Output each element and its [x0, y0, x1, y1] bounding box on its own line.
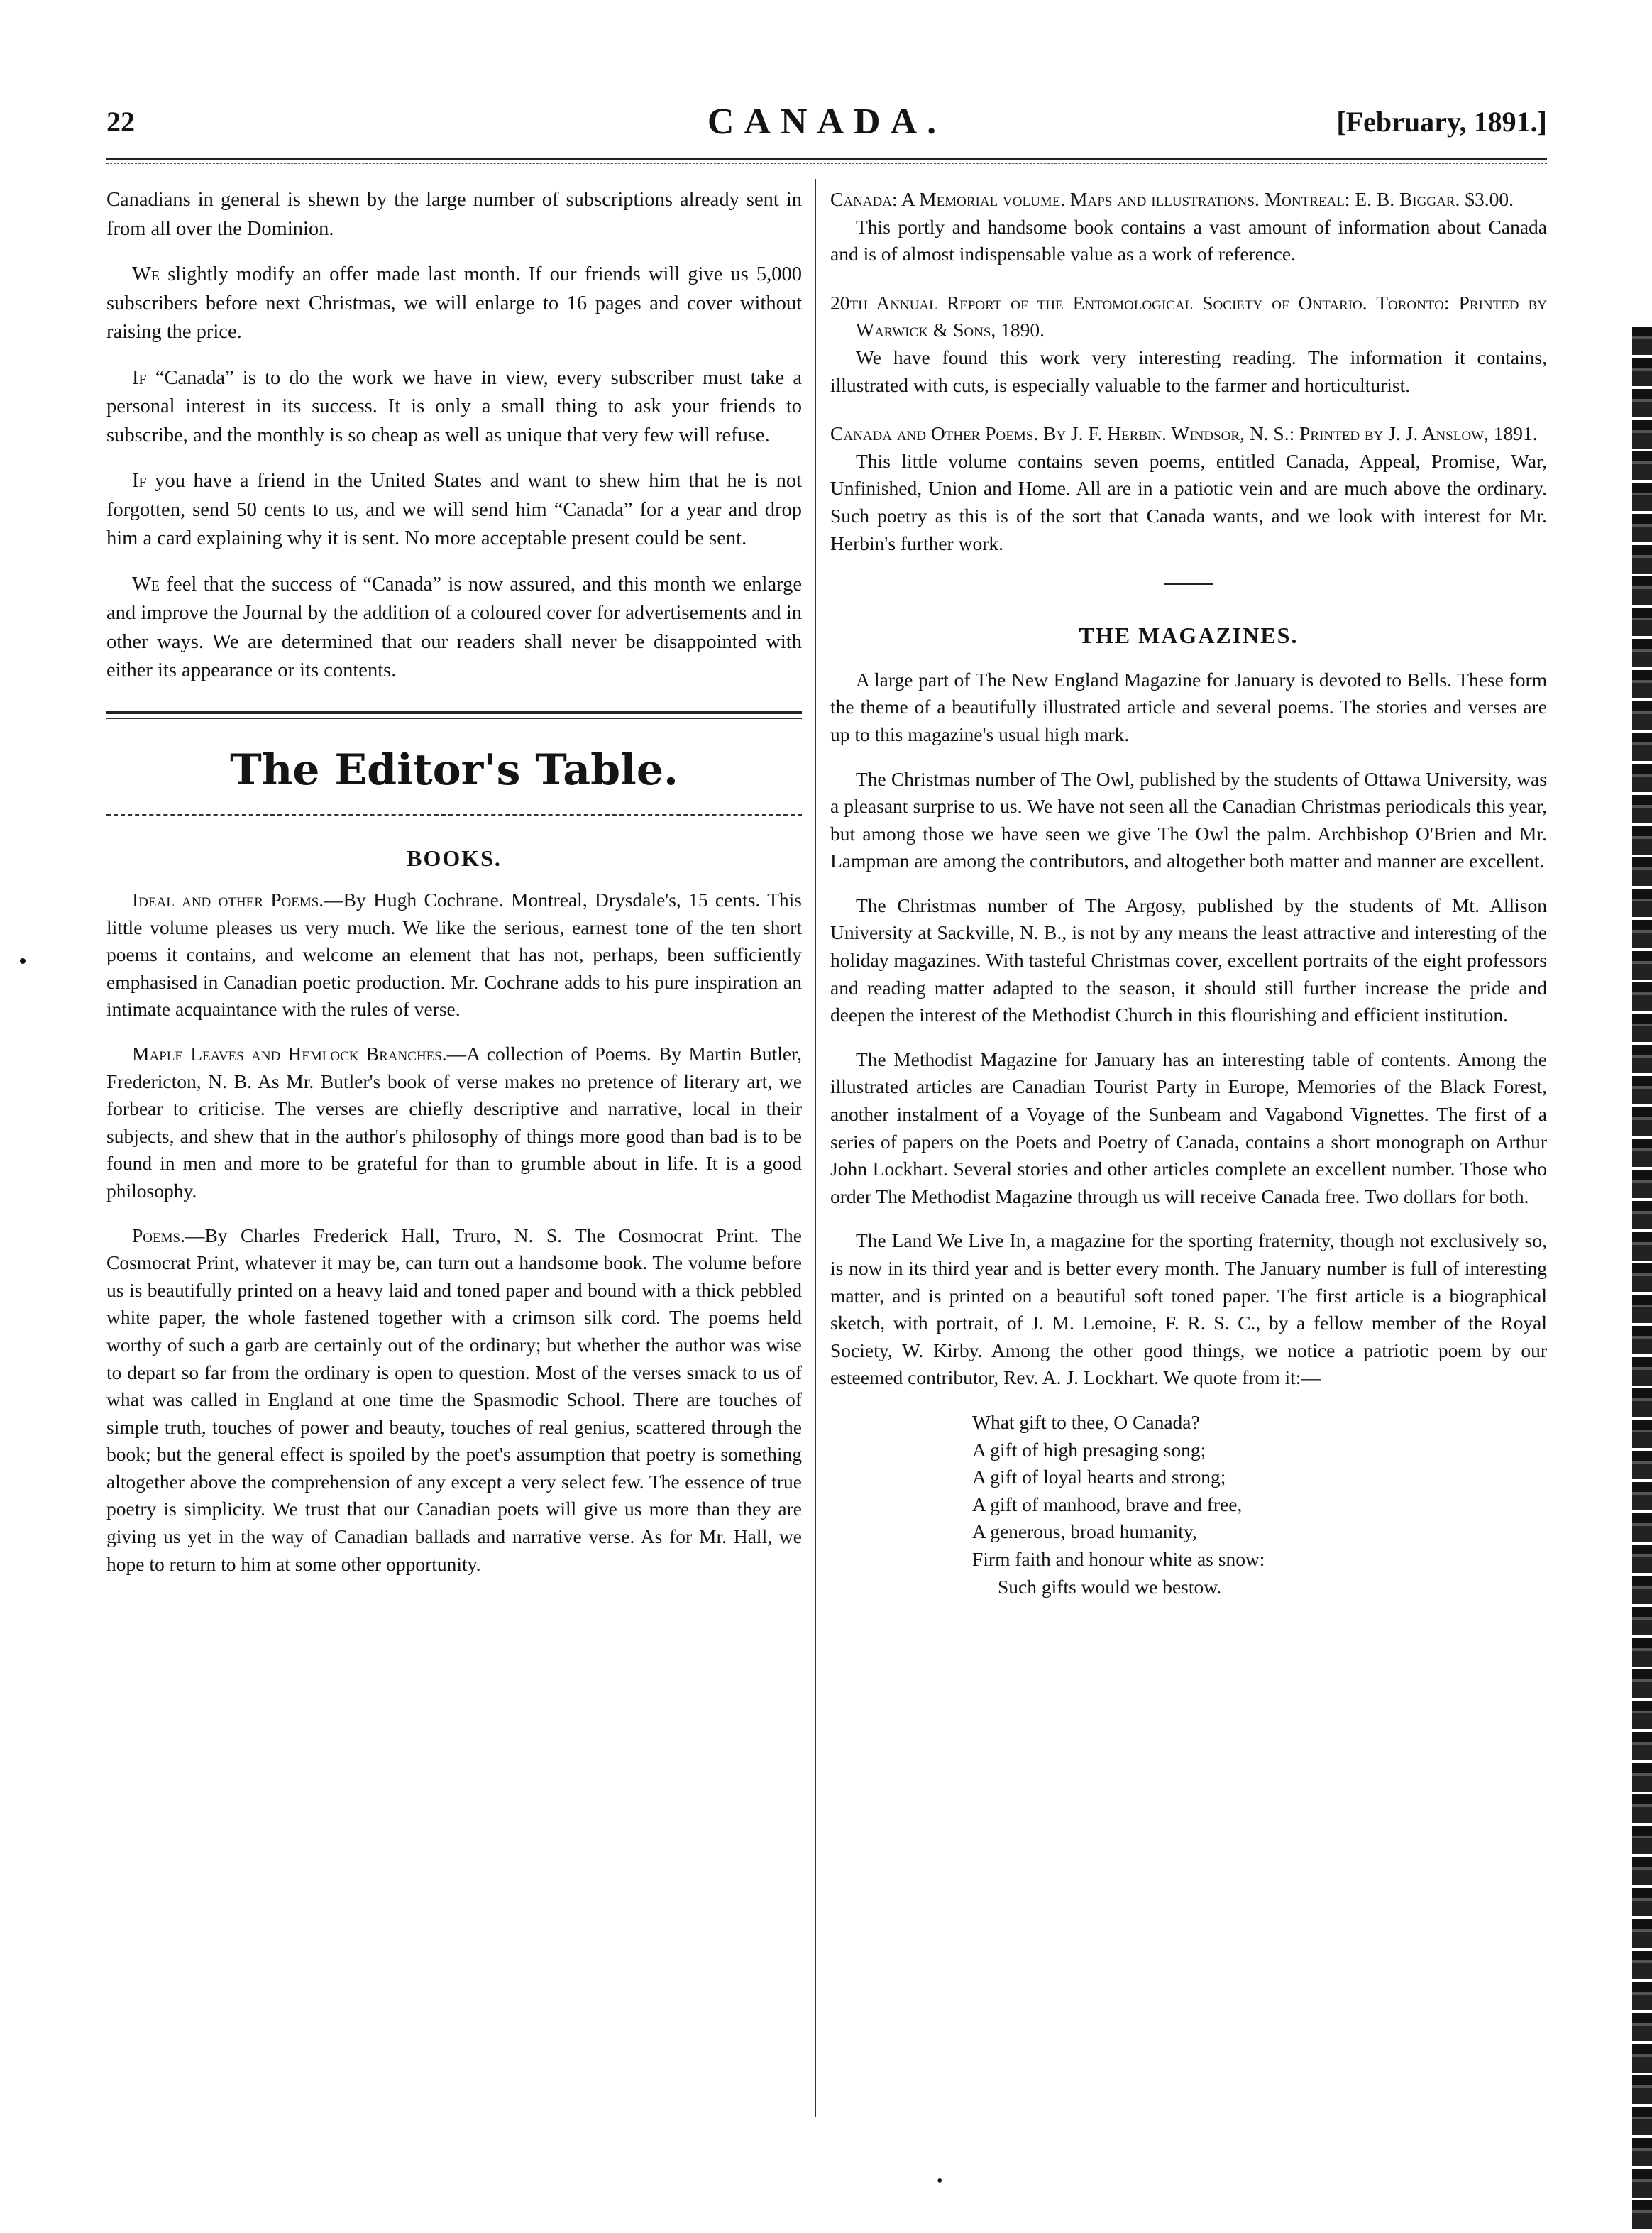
magazines-heading: THE MAGAZINES. [1079, 622, 1299, 649]
poem-line: What gift to thee, O Canada? [972, 1410, 1200, 1433]
ink-dot: • [937, 2172, 943, 2190]
header-rule-dashed [106, 163, 1547, 164]
issue-date: [February, 1891.] [1336, 106, 1547, 138]
paragraph-text: you have a friend in the United States and want to shew him that he is not forgotten, send 50 cents to us, and we will send him “Canada” for a year and drop him a card explaining why it is sent. No more acceptable present could be sent. [106, 470, 802, 549]
review-text: —By Charles Frederick Hall, Truro, N. S. The Cosmocrat Print. The Cosmocrat Print, whatever it may be, can turn out a handsome book. The volume before us is beautifully printed on a heavy laid and toned paper and bound with a thick pebbled white paper, the whole fastened together with a crimson silk cord. The poems held worthy of such a garb are certainly out of the ordinary; but whether the author was wise to depart so far from the ordinary is open to question. Most of the verses smack to us of what was called in England at one time the Spasmodic School. There are touches of simple truth, touches of power and beauty, touches of real genius, scattered through the book; but the general effect is spoiled by the poet's assumption that poetry is something altogether above the comprehension of any except a very select few. The essence of true poetry is simplicity. We trust that our Canadian poets will give us more than they are giving us yet in the way of Canadian ballads and narrative verse. As for Mr. Hall, we hope to return to him at some other opportunity. [106, 1224, 802, 1575]
paragraph [106, 260, 802, 347]
page-number: 22 [106, 106, 135, 138]
section-rule-thin [106, 718, 802, 719]
paragraph [106, 364, 802, 451]
books-heading: BOOKS. [407, 845, 502, 871]
title-rule [106, 814, 802, 816]
paragraph [106, 571, 802, 686]
lead-word: If [132, 366, 147, 389]
poem-line: A gift of manhood, brave and free, [972, 1493, 1243, 1515]
review-text: —By Hugh Cochrane. Montreal, Drysdale's, 15 cents. This little volume pleases us very much. We like the serious, earnest tone of the ten short poems it contains, and welcome an element that has not, perhaps, been sufficiently emphasised in Canadian poetic production. Mr. Cochrane adds to his pure inspiration an intimate acquaintance with the rules of verse. [106, 889, 802, 1021]
poem-quote [972, 1409, 1547, 1601]
masthead: CANADA. [707, 102, 947, 142]
book-entry-heading: Canada: A Memorial volume. Maps and illustrations. Montreal: E. B. Biggar. $3.00. [830, 188, 1514, 210]
short-rule [1164, 583, 1213, 585]
book-entry-heading: Canada and Other Poems. By J. F. Herbin. Windsor, N. S.: Printed by J. J. Anslow, 1891. [830, 422, 1538, 445]
magazine-note: The Land We Live In, a magazine for the sporting fraternity, though not exclusively so, is now in its third year and is better every month. The January number is full of interesting matter, and is printed on a beautiful soft toned paper. The first article is a biographical sketch, with portrait, of J. M. Lemoine, F. R. S. C., by a fellow member of the Royal Society, W. Kirby. Among the other good things, we notice a patriotic poem by our esteemed contributor, Rev. A. J. Lockhart. We quote from it:— [830, 1229, 1547, 1389]
poem-line: A gift of loyal hearts and strong; [972, 1466, 1226, 1488]
ink-speck [20, 958, 26, 964]
paragraph: Canadians in general is shewn by the large number of subscriptions already sent in from all over the Dominion. [106, 189, 802, 240]
book-entry-text: This portly and handsome book contains a vast amount of information about Canada and is of almost indispensable value as a work of reference. [830, 215, 1547, 265]
book-review [106, 1222, 802, 1579]
poem-line: Firm faith and honour white as snow: [972, 1547, 1265, 1570]
paragraph-text: slightly modify an offer made last month. If our friends will give us 5,000 subscribers before next Christmas, we will enlarge to 16 pages and cover without raising the price. [106, 263, 802, 343]
review-text: —A collection of Poems. By Martin Butler, Fredericton, N. B. As Mr. Butler's book of verse makes no pretence of literary art, we forbear to criticise. The verses are chiefly descriptive and narrative, local in their subjects, and shew that in the author's philosophy of things more good than bad is to be found in men and more to be grateful for than to grumble about in life. It is a good philosophy. [106, 1042, 802, 1202]
lead-word: We [132, 263, 160, 285]
lead-word: We [132, 573, 160, 596]
book-title: Maple Leaves and Hemlock Branches. [132, 1042, 447, 1065]
book-entry-text: This little volume contains seven poems, entitled Canada, Appeal, Promise, War, Unfinished, Union and Home. All are in a patiotic vein and are much above the ordinary. Such poetry as this is of the sort that Canada wants, and we look with interest for Mr. Herbin's further work. [830, 449, 1547, 554]
paragraph [106, 467, 802, 554]
header-rule [106, 158, 1547, 160]
poem-line: A gift of high presaging song; [972, 1438, 1206, 1461]
magazine-note: A large part of The New England Magazine for January is devoted to Bells. These form the theme of a beautifully illustrated article and several poems. The stories and verses are up to this magazine's usual high mark. [830, 668, 1547, 745]
paragraph-text: feel that the success of “Canada” is now assured, and this month we enlarge and improve the Journal by the addition of a coloured cover for advertisements and in other ways. We are determined that our readers shall never be disappointed with either its appearance or its contents. [106, 573, 802, 681]
scan-edge [1632, 327, 1652, 2229]
book-entry-heading: 20th Annual Report of the Entomological Society of Ontario. Toronto: Printed by Warwick & Sons, 1890. [830, 291, 1547, 341]
book-review [106, 1041, 802, 1205]
book-review [106, 887, 802, 1024]
paragraph-text: “Canada” is to do the work we have in view, every subscriber must take a personal interest in its success. It is only a small thing to ask your friends to subscribe, and the monthly is so cheap as well as unique that very few will refuse. [106, 366, 802, 446]
left-column [106, 186, 802, 1595]
editors-table-title: The Editor's Table. [230, 745, 678, 795]
magazine-note: The Christmas number of The Owl, published by the students of Ottawa University, was a pleasant surprise to us. We have not seen all the Canadian Christmas periodicals this year, but among those we have seen we give The Owl the palm. Archbishop O'Brien and Mr. Lampman are among the contributors, and altogether both matter and manner are excellent. [830, 767, 1547, 872]
column-divider [815, 179, 816, 2117]
poem-line: Such gifts would we bestow. [998, 1575, 1222, 1598]
book-entry-text: We have found this work very interesting reading. The information it contains, illustrated with cuts, is especially valuable to the farmer and horticulturist. [830, 346, 1547, 396]
lead-word: If [132, 470, 147, 492]
book-title: Ideal and other Poems. [132, 889, 324, 911]
page-header [106, 102, 1547, 150]
section-rule [106, 711, 802, 714]
magazine-note: The Methodist Magazine for January has an interesting table of contents. Among the illustrated articles are Canadian Tourist Party in Europe, Memories of the Black Forest, another instalment of a Voyage of the Sunbeam and Vagabond Vignettes. The first of a series of papers on the Poets and Poetry of Canada, contains a short monograph on Arthur John Lockhart. Several stories and other articles complete an excellent number. Those who order The Methodist Magazine through us will receive Canada free. Two dollars for both. [830, 1048, 1547, 1207]
book-title: Poems. [132, 1224, 185, 1246]
magazine-note: The Christmas number of The Argosy, published by the students of Mt. Allison University at Sackville, N. B., is not by any means the least attractive and interesting of the holiday magazines. With tasteful Christmas cover, excellent portraits of the eight professors and reading matter adapted to the season, it should still further increase the pride and deepen the interest of the Methodist Church in this flourishing and efficient institution. [830, 894, 1547, 1026]
poem-line: A generous, broad humanity, [972, 1520, 1197, 1543]
right-column [830, 186, 1547, 1601]
